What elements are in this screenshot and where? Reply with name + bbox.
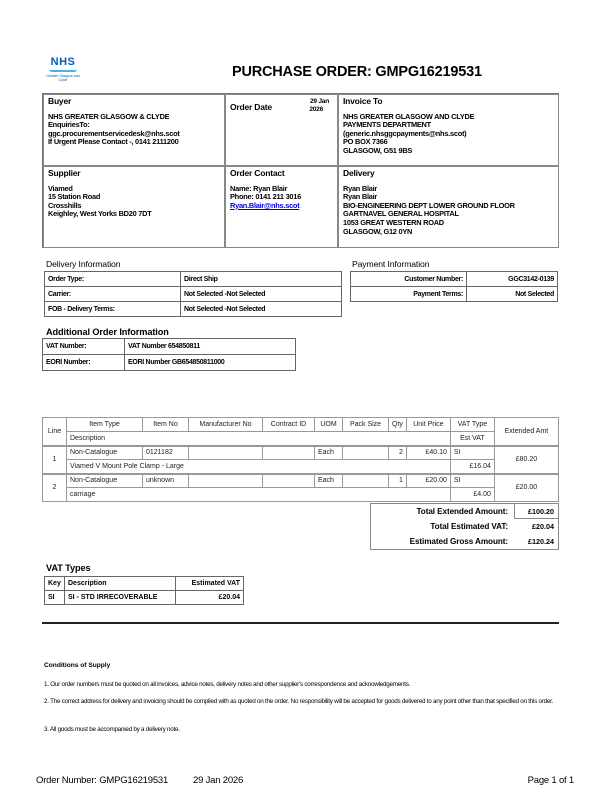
col-contract-id: Contract ID (263, 418, 315, 432)
additional-info-value: EORI Number GB654850811000 (125, 355, 296, 371)
line-number: 2 (43, 474, 67, 502)
conditions-title: Conditions of Supply (44, 662, 111, 669)
extended-amt: £80.20 (494, 446, 558, 474)
delivery-info-title: Delivery Information (46, 259, 121, 269)
table-row (43, 355, 296, 371)
total-extended-row (371, 504, 558, 519)
total-vat-label: Total Estimated VAT: (430, 522, 508, 531)
footer-order-number: Order Number: GMPG16219531 (36, 775, 169, 786)
supplier-heading: Supplier (48, 168, 81, 178)
qty: 2 (389, 446, 407, 460)
vat-types-title: VAT Types (46, 563, 91, 573)
item-no: 0121182 (143, 446, 189, 460)
line-number: 1 (43, 446, 67, 474)
invoice-to-line: (generic.nhsggcpayments@nhs.scot) (343, 128, 467, 138)
footer-page-number: Page 1 of 1 (527, 775, 574, 786)
total-extended-label: Total Extended Amount: (416, 507, 508, 516)
vat-estimated: £20.04 (176, 591, 244, 605)
col-est-vat: Est VAT (450, 432, 494, 446)
item-type: Non-Catalogue (67, 474, 143, 488)
table-row (43, 446, 559, 460)
table-header-row (43, 432, 559, 446)
vat-type: SI (450, 474, 494, 488)
col-manufacturer-no: Manufacturer No (189, 418, 263, 432)
item-description: carriage (67, 488, 451, 502)
manufacturer-no (189, 474, 263, 488)
col-vat-type: VAT Type (450, 418, 494, 432)
col-qty: Qty (389, 418, 407, 432)
additional-info-table (42, 338, 296, 371)
invoice-to-line: PAYMENTS DEPARTMENT (343, 120, 431, 130)
gross-amount-value: £120.24 (528, 537, 554, 546)
buyer-line: ggc.procurementservicedesk@nhs.scot (48, 128, 180, 138)
supplier-line: Crosshills (48, 200, 82, 210)
order-date-value: 29 Jan (309, 98, 329, 105)
col-description: Description (67, 432, 451, 446)
vat-types-table (44, 576, 244, 605)
gross-amount-row (371, 534, 558, 549)
col-key: Key (45, 577, 65, 591)
extended-amt: £20.00 (494, 474, 558, 502)
condition-item: 3. All goods must be accompanied by a delivery note. (44, 726, 180, 733)
table-row (45, 591, 244, 605)
table-header-row (43, 418, 559, 432)
delivery-info-table (44, 271, 342, 317)
contact-name: Name: Ryan Blair (230, 183, 288, 193)
invoice-to-line: GLASGOW, G51 9BS (343, 145, 413, 155)
uom: Each (315, 474, 343, 488)
delivery-info-label: FOB - Delivery Terms: (45, 302, 181, 317)
est-vat: £16.04 (450, 460, 494, 474)
order-contact-box (225, 166, 338, 248)
table-row (43, 474, 559, 488)
buyer-box (43, 94, 225, 166)
col-uom: UOM (315, 418, 343, 432)
col-pack-size: Pack Size (343, 418, 389, 432)
vat-key: SI (45, 591, 65, 605)
delivery-info-value: Not Selected -Not Selected (181, 287, 342, 302)
payment-info-table (350, 271, 558, 302)
vat-description: SI - STD IRRECOVERABLE (65, 591, 176, 605)
col-item-no: Item No (143, 418, 189, 432)
table-row (351, 272, 558, 287)
item-no: unknown (143, 474, 189, 488)
delivery-line: Ryan Blair (343, 192, 378, 202)
order-date-label: Order Date (230, 102, 272, 112)
additional-info-title: Additional Order Information (46, 327, 169, 337)
buyer-line: If Urgent Please Contact -, 0141 2111200 (48, 137, 179, 147)
invoice-to-box (338, 94, 559, 166)
delivery-line: BIO-ENGINEERING DEPT LOWER GROUND FLOOR (343, 200, 515, 210)
invoice-to-heading: Invoice To (343, 96, 383, 106)
col-unit-price: Unit Price (406, 418, 450, 432)
additional-info-value: VAT Number 654850811 (125, 339, 296, 355)
gross-amount-label: Estimated Gross Amount: (409, 537, 508, 546)
contract-id (263, 446, 315, 460)
delivery-heading: Delivery (343, 168, 375, 178)
order-date-year: 2026 (309, 106, 323, 113)
delivery-line: GLASGOW, G12 0YN (343, 226, 413, 236)
line-items-table (42, 417, 559, 502)
buyer-line: EnquiriesTo: (48, 120, 90, 130)
buyer-line: NHS GREATER GLASGOW & CLYDE (48, 111, 170, 121)
table-row (351, 287, 558, 302)
nhs-logo-text: NHS (50, 56, 76, 68)
payment-info-value: Not Selected (467, 287, 558, 302)
col-description: Description (65, 577, 176, 591)
pack-size (343, 474, 389, 488)
invoice-to-line: NHS GREATER GLASGOW AND CLYDE (343, 111, 475, 121)
condition-item: 2. The correct address for delivery and invoicing should be complied with as quoted on the order. No responsibility will be accepted for goods delivered to any point other than that specified on this order. (44, 698, 554, 705)
page-title: PURCHASE ORDER: GMPG16219531 (232, 64, 482, 80)
table-row (45, 287, 342, 302)
unit-price: £20.00 (406, 474, 450, 488)
delivery-info-label: Carrier: (45, 287, 181, 302)
table-row (43, 339, 296, 355)
col-estimated-vat: Estimated VAT (176, 577, 244, 591)
supplier-box (43, 166, 225, 248)
item-type: Non-Catalogue (67, 446, 143, 460)
qty: 1 (389, 474, 407, 488)
pack-size (343, 446, 389, 460)
manufacturer-no (189, 446, 263, 460)
additional-info-label: EORI Number: (43, 355, 125, 371)
invoice-to-line: PO BOX 7366 (343, 137, 388, 147)
table-row (43, 488, 559, 502)
delivery-box (338, 166, 559, 248)
payment-info-value: GGC3142-0139 (467, 272, 558, 287)
supplier-line: Keighley, West Yorks BD20 7DT (48, 209, 152, 219)
col-line: Line (43, 418, 67, 446)
condition-item: 1. Our order numbers must be quoted on all invoices, advice notes, delivery notes and other supplier's correspondence and acknowledgements. (44, 681, 411, 688)
buyer-heading: Buyer (48, 96, 72, 106)
delivery-line: GARTNAVEL GENERAL HOSPITAL (343, 209, 459, 219)
order-contact-heading: Order Contact (230, 168, 285, 178)
supplier-line: Viamed (48, 183, 73, 193)
payment-info-label: Payment Terms: (351, 287, 467, 302)
payment-info-title: Payment Information (352, 259, 430, 269)
est-vat: £4.00 (450, 488, 494, 502)
address-grid (42, 93, 559, 248)
uom: Each (315, 446, 343, 460)
nhs-logo-swoosh-icon (49, 69, 77, 72)
total-vat-row (371, 519, 558, 534)
contact-phone: Phone: 0141 211 3016 (230, 192, 302, 202)
total-extended-value: £100.20 (514, 504, 558, 519)
table-row (45, 302, 342, 317)
item-description: Viamed V Mount Pole Clamp - Large (67, 460, 451, 474)
delivery-line: Ryan Blair (343, 183, 378, 193)
table-row (45, 272, 342, 287)
contract-id (263, 474, 315, 488)
total-vat-value: £20.04 (532, 522, 554, 531)
delivery-info-label: Order Type: (45, 272, 181, 287)
nhs-logo-subtitle: Greater Glasgow and Clyde (46, 74, 80, 82)
footer-date: 29 Jan 2026 (193, 775, 244, 786)
totals-box (370, 503, 559, 550)
col-extended-amt: Extended Amt (494, 418, 558, 446)
additional-info-label: VAT Number: (43, 339, 125, 355)
nhs-logo (44, 56, 84, 90)
divider (42, 622, 559, 624)
col-item-type: Item Type (67, 418, 143, 432)
order-date-box (225, 94, 338, 166)
table-header-row (45, 577, 244, 591)
payment-info-label: Customer Number: (351, 272, 467, 287)
delivery-info-value: Not Selected -Not Selected (181, 302, 342, 317)
vat-type: SI (450, 446, 494, 460)
delivery-info-value: Direct Ship (181, 272, 342, 287)
supplier-line: 15 Station Road (48, 192, 101, 202)
unit-price: £40.10 (406, 446, 450, 460)
contact-email-link[interactable]: Ryan.Blair@nhs.scot (230, 200, 300, 210)
delivery-line: 1053 GREAT WESTERN ROAD (343, 217, 444, 227)
table-row (43, 460, 559, 474)
